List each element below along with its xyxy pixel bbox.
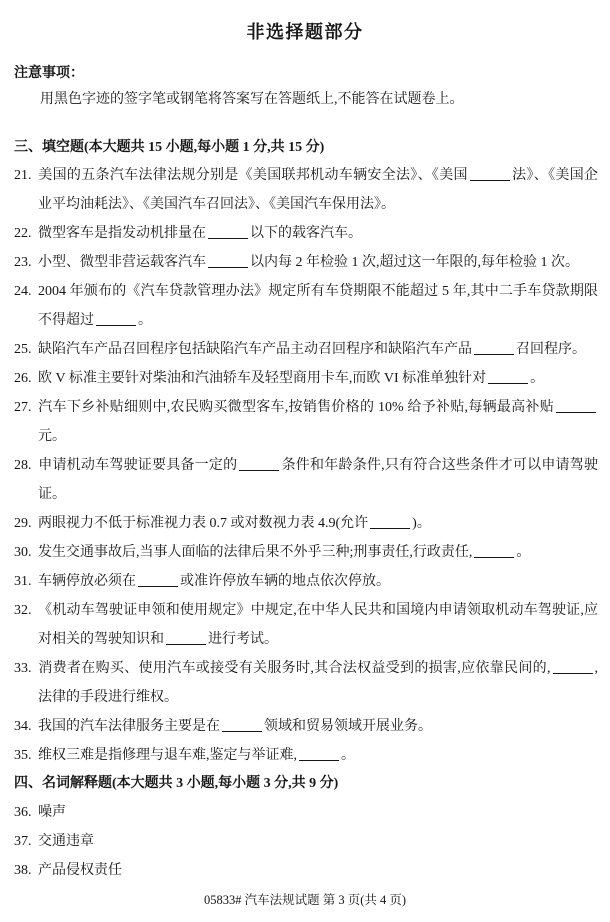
notice-heading: 注意事项： [14,66,84,81]
question-text-after: 。 [530,371,545,387]
answer-blank [299,759,339,761]
question-text-after: ,法律的手段进行维权。 [38,660,598,705]
question-text-before: 我国的汽车法律服务主要是在 [38,718,220,734]
question-number: 36. [14,805,32,821]
answer-blank [166,643,206,645]
question-text-before: 2004 年颁布的《汽车贷款管理办法》规定所有车贷期限不能超过 5 年,其中二手车贷款期限不得超过 [38,284,598,329]
question-number: 26. [14,371,32,387]
question-text-before: 两眼视力不低于标准视力表 0.7 或对数视力表 4.9(允许 [38,515,369,531]
question-text-before: 维权三难是指修理与退车难,鉴定与举证难, [38,747,297,763]
question-sections [14,134,598,887]
question-item [14,857,598,886]
question-item [14,828,598,857]
question-text-after: 。 [341,747,355,763]
question-item [14,799,598,828]
question-number: 38. [14,863,32,879]
question-text-before: 消费者在购买、使用汽车或接受有关服务时,其合法权益受到的损害,应依靠民间的, [38,660,551,676]
notice-text: 用黑色字迹的签字笔或钢笔将答案写在答题纸上,不能答在试题卷上。 [40,92,464,107]
question-text-before: 发生交通事故后,当事人面临的法律后果不外乎三种;刑事责任,行政责任, [38,544,473,560]
page-title: 非选择题部分 [246,22,364,42]
question-number: 34. [14,718,32,734]
answer-blank [222,730,262,732]
answer-blank [370,527,410,529]
question-text-before: 小型、微型非营运载客汽车 [38,255,206,271]
question-text: 噪声 [38,805,66,821]
question-number: 31. [14,573,32,589]
answer-blank [470,179,510,181]
question-text-after: 法》、《美国企业平均油耗法》、《美国汽车召回法》、《美国汽车保用法》。 [38,168,599,213]
question-text-before: 欧 V 标准主要针对柴油和汽油轿车及轻型商用卡车,而欧 VI 标准单独针对 [38,371,487,387]
question-number: 29. [14,515,32,531]
question-text-after: )。 [412,515,431,531]
question-item [14,713,598,742]
answer-blank [208,237,248,239]
question-text-before: 缺陷汽车产品召回程序包括缺陷汽车产品主动召回程序和缺陷汽车产品 [38,342,472,358]
question-item [14,394,598,452]
question-number: 37. [14,834,32,850]
question-text-after: 领域和贸易领域开展业务。 [264,718,432,734]
question-text-after: 。 [516,544,531,560]
question-item [14,336,598,365]
question-text-after: 。 [138,313,152,329]
question-item [14,597,598,655]
answer-blank [553,672,593,674]
question-text-after: 以内每 2 年检验 1 次,超过这一年限的,每年检验 1 次。 [250,255,579,271]
answer-blank [239,469,279,471]
question-text-after: 以下的载客汽车。 [250,226,362,242]
answer-blank [96,324,136,326]
question-text-before: 车辆停放必须在 [38,573,136,589]
section-heading: 四、名词解释题(本大题共 3 小题,每小题 3 分,共 9 分) [14,776,339,792]
question-text-before: 微型客车是指发动机排量在 [38,226,206,242]
question-number: 25. [14,342,32,358]
answer-blank [474,556,514,558]
answer-blank [208,266,248,268]
question-text-before: 美国的五条汽车法律法规分别是《美国联邦机动车辆安全法》、《美国 [38,168,468,184]
question-item [14,220,598,249]
question-number: 22. [14,226,32,242]
page-footer: 05833# 汽车法规试题 第 3 页(共 4 页) [203,893,407,907]
answer-blank [488,382,528,384]
question-text-before: 汽车下乡补贴细则中,农民购买微型客车,按销售价格的 10% 给予补贴,每辆最高补贴 [38,400,554,416]
answer-blank [474,353,514,355]
question-text-after: 条件和年龄条件,只有符合这些条件才可以申请驾驶证。 [38,457,599,502]
question-text-before: 《机动车驾驶证申领和使用规定》中规定,在中华人民共和国境内申请领取机动车驾驶证,应对相关的驾驶知识和 [38,602,598,647]
question-item [14,162,598,220]
question-item [14,510,598,539]
answer-blank [138,585,178,587]
question-item [14,365,598,394]
question-number: 33. [14,660,32,676]
question-text: 交通违章 [38,834,94,850]
question-item [14,742,598,771]
answer-blank [556,411,596,413]
question-number: 23. [14,255,32,271]
question-number: 32. [14,602,32,618]
question-text-after: 元。 [38,429,66,445]
section-heading: 三、填空题(本大题共 15 小题,每小题 1 分,共 15 分) [14,139,325,155]
question-number: 28. [14,457,32,473]
question-number: 24. [14,284,32,300]
question-number: 27. [14,400,32,416]
question-item [14,655,598,713]
question-text-after: 召回程序。 [516,342,586,358]
question-number: 35. [14,747,32,763]
question-item [14,539,598,568]
question-item [14,249,598,278]
question-item [14,278,598,336]
question-item [14,452,598,510]
question-text-after: 进行考试。 [208,631,278,647]
question-text-before: 申请机动车驾驶证要具备一定的 [38,457,238,473]
question-text: 产品侵权责任 [38,863,122,879]
question-number: 30. [14,544,32,560]
question-item [14,568,598,597]
question-text-after: 或准许停放车辆的地点依次停放。 [180,573,390,589]
question-number: 21. [14,168,32,184]
